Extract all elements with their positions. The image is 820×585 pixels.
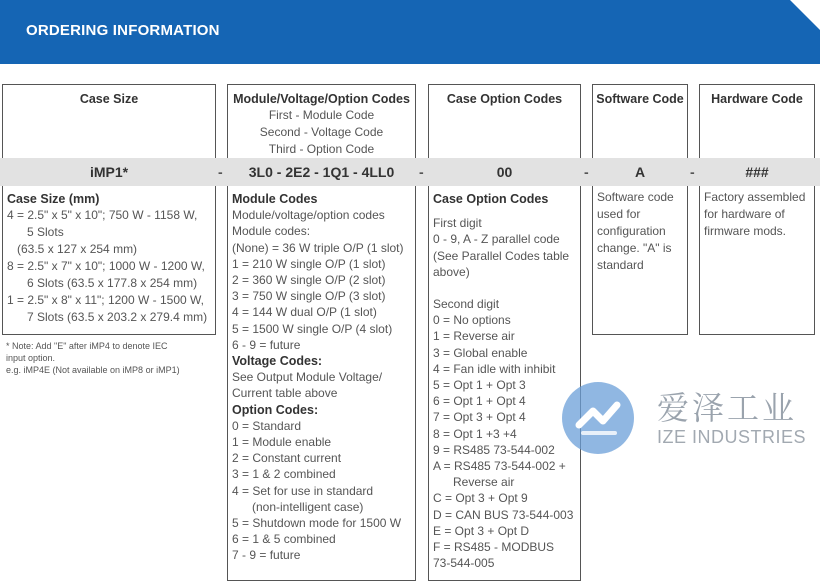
module-sub-second: Second - Voltage Code	[259, 125, 384, 139]
case-size-line: (63.5 x 127 x 254 mm)	[7, 242, 138, 257]
module-line: 1 = 210 W single O/P (1 slot)	[232, 256, 386, 271]
separator-dash: -	[584, 164, 589, 180]
option-line: 6 = 1 & 5 combined	[232, 532, 336, 547]
case-option-line: 5 = Opt 1 + Opt 3	[433, 378, 526, 393]
case-size-code: iMP1*	[89, 164, 129, 180]
case-size-line: 4 = 2.5" x 5" x 10"; 750 W - 1158 W,	[7, 208, 198, 223]
case-size-content-title: Case Size (mm)	[7, 192, 100, 206]
case-option-spacer	[433, 207, 579, 215]
ize-logo-icon	[553, 373, 643, 463]
module-header: Module/Voltage/Option Codes	[233, 92, 410, 106]
case-option-line: 9 = RS485 73-544-002	[433, 442, 555, 457]
option-line: 4 = Set for use in standard	[232, 483, 374, 498]
watermark-cn: 爱泽工业	[657, 389, 798, 427]
hardware-line: for hardware of	[704, 207, 785, 221]
module-code: 3L0 - 2E2 - 1Q1 - 4LL0	[248, 164, 395, 180]
voltage-line: See Output Module Voltage/	[232, 370, 383, 385]
option-line: 7 - 9 = future	[232, 548, 301, 563]
module-line: 5 = 1500 W single O/P (4 slot)	[232, 321, 393, 336]
case-option-header: Case Option Codes	[446, 92, 563, 106]
option-line: 0 = Standard	[232, 418, 302, 433]
hardware-content	[704, 189, 814, 240]
case-option-line: 0 - 9, A - Z parallel code	[433, 232, 560, 247]
case-option-line: 8 = Opt 1 +3 +4	[433, 426, 517, 441]
note-line: * Note: Add "E" after iMP4 to denote IEC	[6, 341, 168, 351]
option-line: 5 = Shutdown mode for 1500 W	[232, 516, 402, 531]
module-line: (None) = 36 W triple O/P (1 slot)	[232, 240, 404, 255]
case-option-line: 73-544-005	[433, 556, 495, 571]
module-line: Module/voltage/option codes	[232, 208, 385, 223]
case-option-code: 00	[496, 164, 513, 180]
case-option-content-title: Case Option Codes	[433, 192, 549, 206]
module-codes-title: Module Codes	[232, 192, 318, 206]
case-size-content	[7, 191, 215, 326]
software-line: used for	[597, 207, 641, 221]
option-line: 3 = 1 & 2 combined	[232, 467, 336, 482]
voltage-codes-title: Voltage Codes:	[232, 354, 323, 369]
note-line: e.g. iMP4E (Not available on iMP8 or iMP1)	[6, 365, 180, 375]
module-line: 6 - 9 = future	[232, 337, 301, 352]
case-size-line: 8 = 2.5" x 7" x 10"; 1000 W - 1200 W,	[7, 259, 205, 274]
hardware-code: ###	[745, 164, 769, 180]
case-option-line: First digit	[433, 216, 482, 231]
option-codes-title: Option Codes:	[232, 402, 319, 417]
case-size-line: 7 Slots (63.5 x 203.2 x 279.4 mm)	[7, 310, 208, 325]
case-option-line: 6 = Opt 1 + Opt 4	[433, 394, 526, 409]
module-line: 3 = 750 W single O/P (3 slot)	[232, 289, 386, 304]
option-line: 1 = Module enable	[232, 435, 332, 450]
case-option-line: F = RS485 - MODBUS	[433, 540, 555, 555]
option-line: (non-intelligent case)	[232, 499, 364, 514]
case-option-line: Reverse air	[433, 475, 515, 490]
case-size-line: 5 Slots	[7, 225, 64, 240]
software-line: change. "A" is	[597, 241, 672, 255]
separator-dash: -	[218, 164, 223, 180]
case-option-line: 1 = Reverse air	[433, 329, 515, 344]
software-line: standard	[597, 258, 644, 272]
case-option-line: (See Parallel Codes table	[433, 248, 570, 263]
case-option-spacer	[433, 280, 579, 296]
module-line: 2 = 360 W single O/P (2 slot)	[232, 273, 386, 288]
software-header: Software Code	[596, 92, 684, 106]
module-line: 4 = 144 W dual O/P (1 slot)	[232, 305, 377, 320]
separator-dash: -	[690, 164, 695, 180]
case-option-line: 4 = Fan idle with inhibit	[433, 361, 556, 376]
case-option-line: above)	[433, 264, 470, 279]
case-size-line: 1 = 2.5" x 8" x 11"; 1200 W - 1500 W,	[7, 293, 204, 308]
case-size-note	[6, 340, 216, 376]
case-option-line: A = RS485 73-544-002 +	[433, 459, 566, 474]
option-line: 2 = Constant current	[232, 451, 342, 466]
watermark	[553, 373, 813, 463]
software-content	[597, 189, 687, 274]
case-option-line: 0 = No options	[433, 313, 511, 328]
note-line: input option.	[6, 353, 56, 363]
software-line: Software code	[597, 190, 674, 204]
case-size-header: Case Size	[79, 92, 139, 106]
module-content	[232, 191, 414, 564]
case-option-line: E = Opt 3 + Opt D	[433, 523, 530, 538]
separator-dash: -	[419, 164, 424, 180]
module-line: Module codes:	[232, 224, 311, 239]
software-code: A	[634, 164, 646, 180]
case-size-line: 6 Slots (63.5 x 177.8 x 254 mm)	[7, 276, 198, 291]
section-title: ORDERING INFORMATION	[26, 22, 220, 39]
module-sub-first: First - Module Code	[268, 108, 375, 122]
watermark-en: IZE INDUSTRIES	[657, 427, 807, 447]
hardware-header: Hardware Code	[711, 92, 803, 106]
header-banner	[0, 0, 820, 64]
case-option-line: C = Opt 3 + Opt 9	[433, 491, 528, 506]
software-line: configuration	[597, 224, 666, 238]
hardware-line: Factory assembled	[704, 190, 806, 204]
case-option-line: D = CAN BUS 73-544-003	[433, 507, 574, 522]
case-option-line: Second digit	[433, 297, 500, 312]
voltage-line: Current table above	[232, 386, 338, 401]
case-option-line: 7 = Opt 3 + Opt 4	[433, 410, 526, 425]
module-sub-third: Third - Option Code	[268, 142, 375, 156]
case-option-line: 3 = Global enable	[433, 345, 528, 360]
hardware-line: firmware mods.	[704, 224, 787, 238]
